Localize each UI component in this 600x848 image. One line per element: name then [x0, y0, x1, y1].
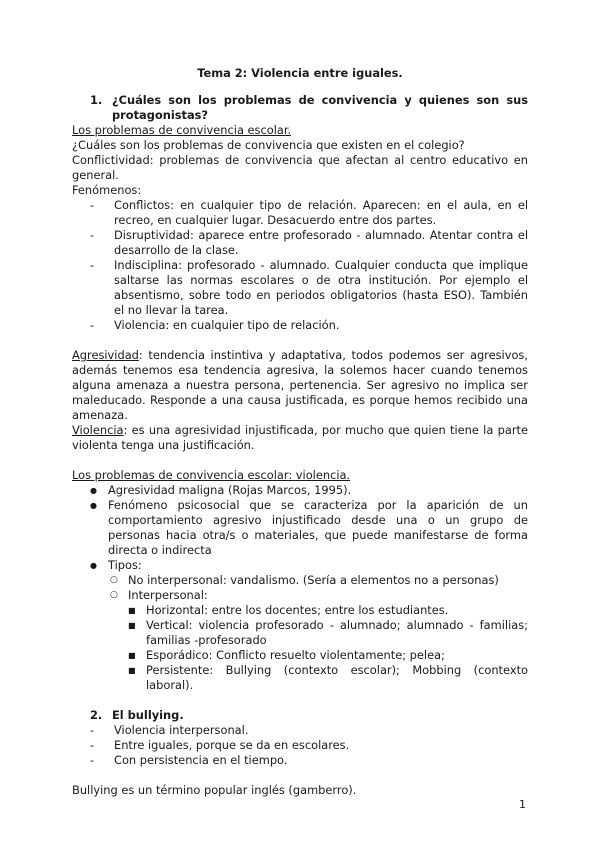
definition-violencia: : es una agresividad injustificada, por mucho que quien tiene la parte violenta tenga una justificación. — [72, 423, 528, 452]
section-heading-violencia: Los problemas de convivencia escolar: violencia. — [72, 468, 351, 482]
list-item: ■ Esporádico: Conflicto resuelto violentamente; pelea; — [128, 648, 528, 663]
section-heading-convivencia: Los problemas de convivencia escolar. — [72, 123, 292, 137]
paragraph-question: ¿Cuáles son los problemas de convivencia que existen en el colegio? — [72, 138, 465, 152]
paragraph-agresividad — [72, 348, 528, 423]
term-agresividad: Agresividad — [72, 348, 139, 362]
interpersonal-list — [128, 603, 528, 693]
list-item: ■ Persistente: Bullying (contexto escolar); Mobbing (contexto laboral). — [128, 663, 528, 693]
tipos-label: Tipos: — [108, 558, 142, 572]
list-item: ○ No interpersonal: vandalismo. (Sería a elementos no a personas) — [110, 573, 528, 588]
bullying-list — [72, 723, 528, 768]
question-2 — [90, 708, 528, 723]
question-1 — [90, 93, 528, 123]
paragraph-conflictividad: Conflictividad: problemas de convivencia que afectan al centro educativo en general. — [72, 153, 528, 182]
list-item: - Entre iguales, porque se da en escolares. — [90, 738, 528, 753]
list-item: - Violencia: en cualquier tipo de relación. — [90, 318, 528, 333]
interpersonal-label: Interpersonal: — [128, 588, 208, 602]
definition-agresividad: : tendencia instintiva y adaptativa, todos podemos ser agresivos, además tenemos esa tendencia agresiva, la solemos hacer cuando tenemos alguna amenaza a nuestra persona, pertenencia. Ser agresivo no implica ser maleducado. Responde a una causa justificada, es porque hemos recibido una amenaza. — [72, 348, 528, 422]
list-item: - Conflictos: en cualquier tipo de relación. Aparecen: en el aula, en el recreo, en cualquier lugar. Desacuerdo entre dos partes. — [90, 198, 528, 228]
question-2-text: El bullying. — [112, 708, 184, 722]
term-violencia: Violencia — [72, 423, 124, 437]
fenomenos-label: Fenómenos: — [72, 183, 142, 197]
list-item: - Violencia interpersonal. — [90, 723, 528, 738]
question-2-number: 2. — [90, 708, 103, 722]
list-item: ● Fenómeno psicosocial que se caracteriza por la aparición de un comportamiento agresivo injustificado desde una o un grupo de personas hacia otra/s o materiales, que puede manifestarse de forma directa o indirecta — [90, 498, 528, 558]
page-number: 1 — [519, 798, 526, 811]
list-item: ■ Vertical: violencia profesorado - alumnado; alumnado - familias; familias -profesorado — [128, 618, 528, 648]
list-item-interpersonal — [110, 588, 528, 693]
question-1-number: 1. — [90, 93, 103, 107]
fenomenos-list — [72, 198, 528, 333]
tipos-list — [108, 573, 528, 693]
list-item: ■ Horizontal: entre los docentes; entre los estudiantes. — [128, 603, 528, 618]
list-item: ● Agresividad maligna (Rojas Marcos, 1995). — [90, 483, 528, 498]
paragraph-violencia — [72, 423, 528, 453]
list-item: - Indisciplina: profesorado - alumnado. Cualquier conducta que implique saltarse las normas escolares o de otra institución. Por ejemplo el absentismo, sobre todo en periodos obligatorios (hasta ESO). También el no llevar la tarea. — [90, 258, 528, 318]
list-item-tipos — [90, 558, 528, 693]
document-title: Tema 2: Violencia entre iguales. — [197, 66, 403, 80]
document-page — [72, 66, 528, 798]
question-1-text: ¿Cuáles son los problemas de convivencia y quienes son sus protagonistas? — [112, 93, 528, 122]
list-item: - Con persistencia en el tiempo. — [90, 753, 528, 768]
list-item: - Disruptividad: aparece entre profesorado - alumnado. Atentar contra el desarrollo de la clase. — [90, 228, 528, 258]
violencia-bullet-list — [72, 483, 528, 693]
closing-paragraph: Bullying es un término popular inglés (gamberro). — [72, 783, 357, 797]
